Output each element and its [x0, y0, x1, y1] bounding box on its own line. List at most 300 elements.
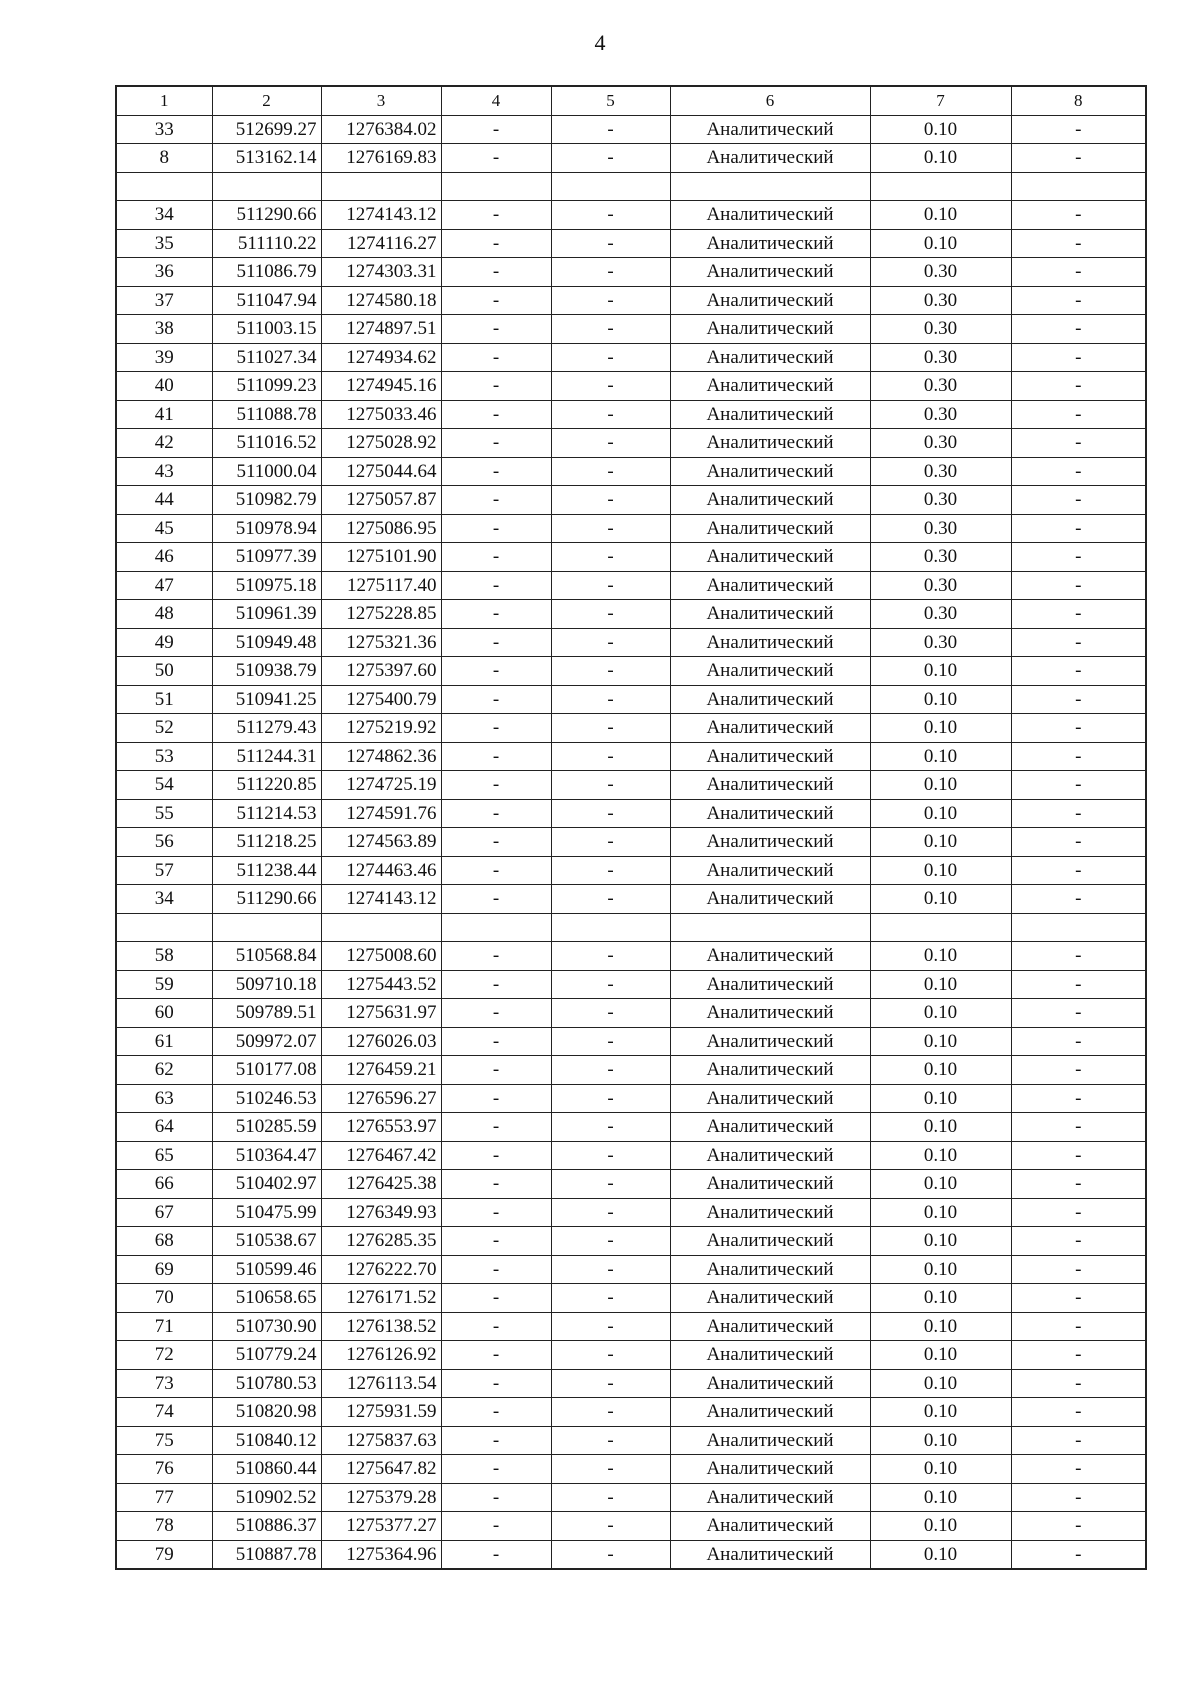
table-cell: - [1011, 1113, 1146, 1142]
table-cell: - [1011, 1284, 1146, 1313]
table-cell [321, 172, 441, 201]
table-cell: - [551, 1227, 670, 1256]
table-cell: 46 [116, 543, 212, 572]
table-cell: 1275028.92 [321, 429, 441, 458]
table-cell: Аналитический [670, 1170, 870, 1199]
table-cell: 0.10 [870, 1141, 1011, 1170]
table-cell: Аналитический [670, 315, 870, 344]
table-cell: - [1011, 1141, 1146, 1170]
table-cell: - [441, 856, 551, 885]
table-cell: - [441, 486, 551, 515]
table-cell: 0.10 [870, 1312, 1011, 1341]
table-cell: - [441, 286, 551, 315]
table-cell: - [551, 1512, 670, 1541]
table-cell: Аналитический [670, 372, 870, 401]
table-cell: Аналитический [670, 144, 870, 173]
table-cell: Аналитический [670, 457, 870, 486]
table-cell: - [1011, 201, 1146, 230]
table-cell: 61 [116, 1027, 212, 1056]
table-row [116, 315, 1146, 344]
table-cell: - [441, 457, 551, 486]
table-row [116, 628, 1146, 657]
table-cell: 0.10 [870, 201, 1011, 230]
table-cell: - [551, 657, 670, 686]
table-cell: - [551, 400, 670, 429]
table-cell: 0.10 [870, 1426, 1011, 1455]
table-cell: - [551, 999, 670, 1028]
table-cell: Аналитический [670, 828, 870, 857]
table-cell: 0.30 [870, 543, 1011, 572]
table-cell: 511290.66 [212, 201, 321, 230]
table-row [116, 942, 1146, 971]
table-cell: - [1011, 400, 1146, 429]
table-cell: 47 [116, 571, 212, 600]
table-cell: - [441, 1341, 551, 1370]
table-cell: - [441, 201, 551, 230]
table-cell: - [551, 229, 670, 258]
table-cell: 510364.47 [212, 1141, 321, 1170]
separator-row [116, 172, 1146, 201]
table-cell [551, 172, 670, 201]
table-cell: 66 [116, 1170, 212, 1199]
table-cell: - [1011, 1369, 1146, 1398]
table-cell: 510982.79 [212, 486, 321, 515]
table-cell: 1276553.97 [321, 1113, 441, 1142]
table-cell: 510978.94 [212, 514, 321, 543]
table-cell: 510887.78 [212, 1540, 321, 1569]
table-cell: - [1011, 486, 1146, 515]
table-row [116, 1056, 1146, 1085]
table-cell: - [1011, 1398, 1146, 1427]
table-cell: 56 [116, 828, 212, 857]
table-cell: - [551, 258, 670, 287]
table-cell [1011, 913, 1146, 942]
table-cell: Аналитический [670, 885, 870, 914]
table-cell: 0.30 [870, 400, 1011, 429]
table-cell: - [551, 1141, 670, 1170]
table-cell: - [441, 543, 551, 572]
table-cell: Аналитический [670, 258, 870, 287]
table-cell: 1275397.60 [321, 657, 441, 686]
table-cell: 510860.44 [212, 1455, 321, 1484]
table-cell: - [1011, 657, 1146, 686]
table-cell: 510779.24 [212, 1341, 321, 1370]
table-cell: Аналитический [670, 856, 870, 885]
table-cell: - [441, 1540, 551, 1569]
table-cell [441, 913, 551, 942]
coordinates-table [115, 85, 1147, 1570]
table-cell: - [551, 1398, 670, 1427]
table-cell: 510177.08 [212, 1056, 321, 1085]
table-cell: 511027.34 [212, 343, 321, 372]
table-cell: - [551, 457, 670, 486]
table-cell: - [1011, 1084, 1146, 1113]
table-cell: Аналитический [670, 742, 870, 771]
table-cell: 53 [116, 742, 212, 771]
table-cell: Аналитический [670, 1027, 870, 1056]
table-row [116, 799, 1146, 828]
table-cell: 48 [116, 600, 212, 629]
table-cell: - [441, 343, 551, 372]
table-cell: 67 [116, 1198, 212, 1227]
table-cell [870, 913, 1011, 942]
table-cell: 0.30 [870, 486, 1011, 515]
table-cell: - [441, 258, 551, 287]
table-cell: 0.10 [870, 828, 1011, 857]
table-cell: Аналитический [670, 714, 870, 743]
table-cell: - [1011, 1056, 1146, 1085]
table-cell: Аналитический [670, 1369, 870, 1398]
table-row [116, 685, 1146, 714]
table-cell: 57 [116, 856, 212, 885]
table-cell: 52 [116, 714, 212, 743]
table-cell: 1276425.38 [321, 1170, 441, 1199]
table-cell: Аналитический [670, 115, 870, 144]
table-cell: 511016.52 [212, 429, 321, 458]
table-cell: - [441, 999, 551, 1028]
table-cell: Аналитический [670, 543, 870, 572]
table-cell: 511047.94 [212, 286, 321, 315]
table-cell: 76 [116, 1455, 212, 1484]
table-cell: 1274725.19 [321, 771, 441, 800]
table-cell: Аналитический [670, 799, 870, 828]
table-cell: 510599.46 [212, 1255, 321, 1284]
table-cell: 1274580.18 [321, 286, 441, 315]
table-cell: 509789.51 [212, 999, 321, 1028]
table-cell: - [551, 286, 670, 315]
table-cell: Аналитический [670, 600, 870, 629]
table-row [116, 714, 1146, 743]
table-cell: - [551, 115, 670, 144]
table-cell: - [551, 856, 670, 885]
table-cell: 1275321.36 [321, 628, 441, 657]
table-cell: - [551, 628, 670, 657]
table-cell: - [1011, 1170, 1146, 1199]
table-cell: 68 [116, 1227, 212, 1256]
table-cell: - [551, 828, 670, 857]
table-cell: - [1011, 799, 1146, 828]
table-cell: 0.10 [870, 1084, 1011, 1113]
table-cell: Аналитический [670, 999, 870, 1028]
table-cell: 511238.44 [212, 856, 321, 885]
table-cell: - [551, 315, 670, 344]
column-header: 6 [670, 86, 870, 115]
table-cell: 0.10 [870, 1056, 1011, 1085]
table-cell: - [551, 600, 670, 629]
table-cell: 510938.79 [212, 657, 321, 686]
table-row [116, 258, 1146, 287]
table-cell: 510475.99 [212, 1198, 321, 1227]
table-cell: - [441, 942, 551, 971]
table-cell: 64 [116, 1113, 212, 1142]
table-cell: 69 [116, 1255, 212, 1284]
table-cell: 73 [116, 1369, 212, 1398]
table-cell: - [1011, 600, 1146, 629]
table-cell: - [1011, 115, 1146, 144]
table-row [116, 144, 1146, 173]
table-cell: - [441, 1483, 551, 1512]
table-cell: - [1011, 571, 1146, 600]
table-cell: - [551, 799, 670, 828]
table-cell [1011, 172, 1146, 201]
table-cell: - [1011, 942, 1146, 971]
table-cell: 510538.67 [212, 1227, 321, 1256]
table-cell: - [441, 1056, 551, 1085]
table-cell: 44 [116, 486, 212, 515]
table-cell: 511003.15 [212, 315, 321, 344]
table-cell: - [441, 742, 551, 771]
table-cell: - [441, 1255, 551, 1284]
table-cell: Аналитический [670, 628, 870, 657]
table-row [116, 1113, 1146, 1142]
table-cell: - [551, 885, 670, 914]
table-cell: - [1011, 1198, 1146, 1227]
table-cell: 1276459.21 [321, 1056, 441, 1085]
table-cell: 42 [116, 429, 212, 458]
table-cell: - [551, 1369, 670, 1398]
table-cell: 1274143.12 [321, 201, 441, 230]
table-cell [116, 913, 212, 942]
table-cell: 510730.90 [212, 1312, 321, 1341]
table-row [116, 1141, 1146, 1170]
table-cell: Аналитический [670, 1455, 870, 1484]
table-cell: 510840.12 [212, 1426, 321, 1455]
table-cell: - [1011, 856, 1146, 885]
table-cell: - [551, 1455, 670, 1484]
table-cell: Аналитический [670, 1284, 870, 1313]
table-cell: 1276126.92 [321, 1341, 441, 1370]
table-row [116, 1255, 1146, 1284]
table-cell: 1274303.31 [321, 258, 441, 287]
table-cell: Аналитический [670, 1198, 870, 1227]
table-cell: 1274897.51 [321, 315, 441, 344]
table-row [116, 828, 1146, 857]
table-cell: 1275101.90 [321, 543, 441, 572]
table-cell: 65 [116, 1141, 212, 1170]
table-cell: 0.10 [870, 1512, 1011, 1541]
table-cell [551, 913, 670, 942]
table-cell: 34 [116, 885, 212, 914]
table-cell: 0.10 [870, 657, 1011, 686]
table-cell: - [551, 1255, 670, 1284]
table-cell: - [441, 1398, 551, 1427]
table-cell: Аналитический [670, 1483, 870, 1512]
table-cell: - [1011, 543, 1146, 572]
table-cell: 59 [116, 970, 212, 999]
table-cell: 1276285.35 [321, 1227, 441, 1256]
table-row [116, 1398, 1146, 1427]
table-cell: Аналитический [670, 771, 870, 800]
table-cell: - [441, 1455, 551, 1484]
table-cell: - [441, 885, 551, 914]
table-cell: 1275364.96 [321, 1540, 441, 1569]
table-cell: Аналитический [670, 1113, 870, 1142]
separator-row [116, 913, 1146, 942]
table-header-row [116, 86, 1146, 115]
table-cell: - [441, 970, 551, 999]
table-cell: Аналитический [670, 1056, 870, 1085]
table-row [116, 999, 1146, 1028]
table-cell: - [441, 400, 551, 429]
table-cell: - [1011, 144, 1146, 173]
table-cell: 1275631.97 [321, 999, 441, 1028]
table-cell: Аналитический [670, 201, 870, 230]
table-cell: 1276596.27 [321, 1084, 441, 1113]
table-row [116, 229, 1146, 258]
table-cell: 0.10 [870, 144, 1011, 173]
table-cell: 1276467.42 [321, 1141, 441, 1170]
table-row [116, 1170, 1146, 1199]
table-cell: 512699.27 [212, 115, 321, 144]
table-cell [670, 913, 870, 942]
table-cell: 510949.48 [212, 628, 321, 657]
table-cell: - [551, 1113, 670, 1142]
table-cell: Аналитический [670, 1141, 870, 1170]
table-cell: 37 [116, 286, 212, 315]
table-cell: 0.30 [870, 258, 1011, 287]
table-cell: 71 [116, 1312, 212, 1341]
table-cell: 511218.25 [212, 828, 321, 857]
column-header: 5 [551, 86, 670, 115]
table-cell: 1274116.27 [321, 229, 441, 258]
table-cell: 1276026.03 [321, 1027, 441, 1056]
table-cell: 511220.85 [212, 771, 321, 800]
table-cell: - [551, 942, 670, 971]
table-cell [670, 172, 870, 201]
table-cell: Аналитический [670, 1312, 870, 1341]
column-header: 1 [116, 86, 212, 115]
table-cell: - [441, 1170, 551, 1199]
table-cell: - [441, 600, 551, 629]
table-cell: 1276171.52 [321, 1284, 441, 1313]
table-cell: 510402.97 [212, 1170, 321, 1199]
table-cell: - [551, 144, 670, 173]
table-cell: 0.10 [870, 1284, 1011, 1313]
table-cell: 1274862.36 [321, 742, 441, 771]
table-cell: - [441, 628, 551, 657]
table-cell: 36 [116, 258, 212, 287]
table-cell: 511088.78 [212, 400, 321, 429]
table-cell: 79 [116, 1540, 212, 1569]
table-cell: 0.10 [870, 1455, 1011, 1484]
table-cell: - [551, 1084, 670, 1113]
table-cell: - [551, 1483, 670, 1512]
table-cell: 63 [116, 1084, 212, 1113]
table-cell: 58 [116, 942, 212, 971]
table-cell: - [441, 1227, 551, 1256]
table-cell: 510568.84 [212, 942, 321, 971]
table-cell: 0.10 [870, 942, 1011, 971]
table-row [116, 201, 1146, 230]
table-cell: - [1011, 1455, 1146, 1484]
table-cell: - [551, 486, 670, 515]
table-row [116, 571, 1146, 600]
table-cell: 0.10 [870, 1170, 1011, 1199]
table-cell: - [1011, 1255, 1146, 1284]
table-row [116, 1540, 1146, 1569]
table-row [116, 1483, 1146, 1512]
table-cell: - [551, 429, 670, 458]
table-cell: 0.10 [870, 970, 1011, 999]
table-cell: 1274143.12 [321, 885, 441, 914]
table-cell: 41 [116, 400, 212, 429]
table-cell: 510961.39 [212, 600, 321, 629]
table-cell: - [551, 742, 670, 771]
table-cell: 1275008.60 [321, 942, 441, 971]
table-cell: Аналитический [670, 1341, 870, 1370]
table-cell: 60 [116, 999, 212, 1028]
table-cell: 0.10 [870, 856, 1011, 885]
table-cell: - [441, 1512, 551, 1541]
table-cell: 1274463.46 [321, 856, 441, 885]
table-cell: 510941.25 [212, 685, 321, 714]
table-cell: - [1011, 999, 1146, 1028]
table-cell: 0.10 [870, 1227, 1011, 1256]
table-cell: 511099.23 [212, 372, 321, 401]
table-cell: - [441, 115, 551, 144]
table-cell: 1275379.28 [321, 1483, 441, 1512]
table-row [116, 343, 1146, 372]
table-cell: 0.10 [870, 115, 1011, 144]
table-cell: 1274934.62 [321, 343, 441, 372]
table-cell: 0.30 [870, 600, 1011, 629]
table-cell: 511086.79 [212, 258, 321, 287]
table-cell: 70 [116, 1284, 212, 1313]
table-cell: 43 [116, 457, 212, 486]
table-cell: - [551, 1284, 670, 1313]
table-cell: 1275400.79 [321, 685, 441, 714]
table-cell: - [551, 201, 670, 230]
table-cell: 54 [116, 771, 212, 800]
table-cell: 1275044.64 [321, 457, 441, 486]
table-cell: Аналитический [670, 685, 870, 714]
table-cell: - [551, 771, 670, 800]
table-cell: - [441, 229, 551, 258]
table-cell: - [1011, 343, 1146, 372]
table-cell: - [441, 429, 551, 458]
table-row [116, 514, 1146, 543]
table-cell: - [441, 1113, 551, 1142]
table-cell: 1275033.46 [321, 400, 441, 429]
table-cell: 35 [116, 229, 212, 258]
table-cell: 0.10 [870, 1369, 1011, 1398]
table-cell: 1274591.76 [321, 799, 441, 828]
table-cell: 0.10 [870, 999, 1011, 1028]
table-cell: - [1011, 1483, 1146, 1512]
table-cell: 1275228.85 [321, 600, 441, 629]
table-cell: Аналитический [670, 429, 870, 458]
table-cell: 510780.53 [212, 1369, 321, 1398]
table-cell: 0.10 [870, 1113, 1011, 1142]
table-cell: 0.10 [870, 685, 1011, 714]
table-cell: Аналитический [670, 1540, 870, 1569]
table-cell: 1275086.95 [321, 514, 441, 543]
table-cell: 510820.98 [212, 1398, 321, 1427]
table-cell: - [551, 685, 670, 714]
table-row [116, 286, 1146, 315]
table-cell: 0.10 [870, 1540, 1011, 1569]
table-row [116, 1084, 1146, 1113]
table-row [116, 1369, 1146, 1398]
table-cell: 0.10 [870, 714, 1011, 743]
table-cell: 0.30 [870, 372, 1011, 401]
table-row [116, 543, 1146, 572]
table-row [116, 1027, 1146, 1056]
table-cell: - [1011, 258, 1146, 287]
table-row [116, 771, 1146, 800]
table-cell: 510285.59 [212, 1113, 321, 1142]
table-cell: Аналитический [670, 571, 870, 600]
